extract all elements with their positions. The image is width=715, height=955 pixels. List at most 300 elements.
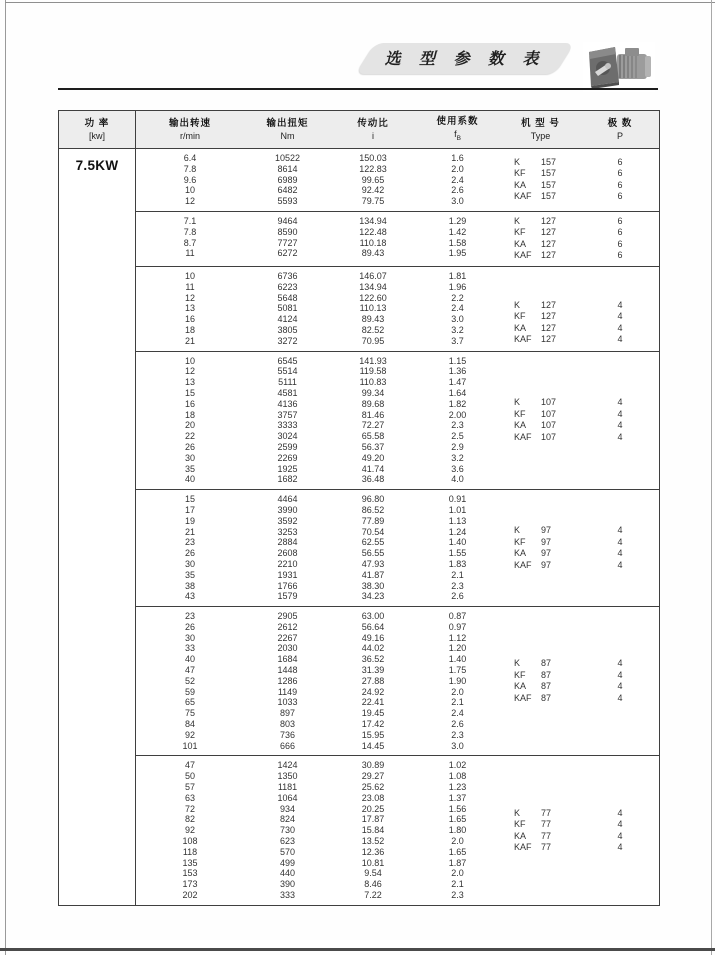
cell-value: 5648 xyxy=(277,292,298,303)
cell-value: 29.27 xyxy=(361,771,385,782)
cell-value: 3024 xyxy=(277,431,298,442)
type-prefix: KF xyxy=(514,536,526,547)
cell-value: 15 xyxy=(184,494,195,505)
data-block xyxy=(136,212,659,267)
cell-value: 5514 xyxy=(277,366,298,377)
type-size: 97 xyxy=(541,536,552,547)
cell-value: 99.65 xyxy=(361,174,385,185)
type-prefix: KA xyxy=(514,179,527,190)
cell-value: 730 xyxy=(279,825,296,836)
cell-value: 623 xyxy=(279,836,296,847)
power-group-cell xyxy=(59,149,136,905)
poles-value: 4 xyxy=(617,299,623,310)
cell-value: 86.52 xyxy=(361,504,385,515)
cell-value: 1.02 xyxy=(448,760,467,771)
type-prefix: KAF xyxy=(514,334,532,345)
type-prefix: KAF xyxy=(514,692,532,703)
type-label xyxy=(514,432,581,444)
col-header-speed xyxy=(136,111,244,148)
cell-value: 8.46 xyxy=(364,879,382,890)
cell-value: 12 xyxy=(184,292,195,303)
cell-value: 1.83 xyxy=(448,558,467,569)
cell-value: 23 xyxy=(184,537,195,548)
cell-value: 3.0 xyxy=(451,196,464,207)
cell-value: 11 xyxy=(185,248,195,259)
cell-value: 7.8 xyxy=(183,163,197,174)
cell-value: 19.45 xyxy=(361,708,385,719)
ratio-column xyxy=(331,611,415,751)
cell-value: 1.90 xyxy=(448,675,467,686)
poles-value: 4 xyxy=(617,842,623,853)
poles-value: 6 xyxy=(617,168,623,179)
cell-value: 1.55 xyxy=(448,548,467,559)
poles-value: 4 xyxy=(617,420,623,431)
factor-column xyxy=(415,216,500,262)
cell-value: 2.1 xyxy=(451,569,464,580)
cell-value: 13 xyxy=(184,377,195,388)
power-header-unit: [kw] xyxy=(88,130,105,141)
table-header-row xyxy=(59,111,659,149)
torque-column xyxy=(244,356,331,486)
type-size: 77 xyxy=(541,842,552,853)
type-label xyxy=(514,658,581,670)
data-block xyxy=(136,267,659,352)
type-size: 127 xyxy=(541,311,557,322)
poles-value: 4 xyxy=(617,548,623,559)
cell-value: 23.08 xyxy=(361,792,385,803)
cell-value: 333 xyxy=(279,890,296,901)
torque-column xyxy=(244,153,331,207)
cell-value: 47.93 xyxy=(361,558,385,569)
cell-value: 3805 xyxy=(277,324,298,335)
torque-column xyxy=(244,760,331,900)
cell-value: 21 xyxy=(184,335,195,346)
type-label xyxy=(514,842,581,854)
cell-value: 110.13 xyxy=(359,303,387,314)
type-label xyxy=(514,300,581,312)
cell-value: 30 xyxy=(184,632,195,643)
cell-value: 26 xyxy=(184,441,195,452)
speed-column xyxy=(136,356,244,486)
type-label xyxy=(514,157,581,169)
cell-value: 2210 xyxy=(277,558,298,569)
cell-value: 50 xyxy=(184,771,195,782)
cell-value: 26 xyxy=(184,621,195,632)
cell-value: 10522 xyxy=(274,153,301,163)
type-prefix: K xyxy=(514,807,521,818)
cell-value: 2.0 xyxy=(451,868,464,879)
type-label xyxy=(514,250,581,262)
cell-value: 14.45 xyxy=(361,740,385,751)
type-prefix: K xyxy=(514,215,521,226)
speed-column xyxy=(136,760,244,900)
col-header-power xyxy=(59,111,136,148)
speed-column xyxy=(136,271,244,347)
poles-value: 4 xyxy=(617,559,623,570)
cell-value: 72 xyxy=(184,803,195,814)
cell-value: 101 xyxy=(182,740,198,751)
type-prefix: KAF xyxy=(514,250,532,261)
cell-value: 27.88 xyxy=(361,675,385,686)
cell-value: 1.65 xyxy=(448,846,467,857)
type-label xyxy=(514,311,581,323)
selection-parameter-table xyxy=(58,110,660,906)
cell-value: 134.94 xyxy=(359,281,387,292)
cell-value: 63.00 xyxy=(361,611,385,622)
poles-value: 4 xyxy=(617,819,623,830)
cell-value: 2.00 xyxy=(448,409,467,420)
cell-value: 1925 xyxy=(277,463,298,474)
cell-value: 4.0 xyxy=(451,474,464,485)
cell-value: 10 xyxy=(184,355,195,366)
type-size: 157 xyxy=(541,168,557,179)
speed-column xyxy=(136,611,244,751)
cell-value: 34.23 xyxy=(361,591,385,602)
cell-value: 16 xyxy=(184,398,195,409)
cell-value: 2.4 xyxy=(451,303,464,314)
cell-value: 1.01 xyxy=(448,504,467,515)
cell-value: 70.95 xyxy=(361,335,385,346)
poles-value: 4 xyxy=(617,807,623,818)
type-prefix: KA xyxy=(514,830,527,841)
cell-value: 1931 xyxy=(277,569,298,580)
type-prefix: KF xyxy=(514,227,526,238)
type-prefix: KF xyxy=(514,669,526,680)
cell-value: 81.46 xyxy=(361,409,385,420)
type-size: 157 xyxy=(541,179,557,190)
ratio-column xyxy=(331,760,415,900)
cell-value: 122.48 xyxy=(359,226,387,237)
torque-column xyxy=(244,611,331,751)
poles-column xyxy=(581,271,659,347)
cell-value: 82.52 xyxy=(361,324,385,335)
torque-column xyxy=(244,216,331,262)
type-size: 157 xyxy=(541,156,557,167)
cell-value: 8590 xyxy=(277,226,298,237)
poles-value: 4 xyxy=(617,536,623,547)
cell-value: 11 xyxy=(185,281,195,292)
cell-value: 44.02 xyxy=(361,643,385,654)
type-size: 107 xyxy=(541,397,557,408)
cell-value: 122.83 xyxy=(359,163,387,174)
table-body xyxy=(59,149,659,905)
type-label xyxy=(514,560,581,572)
cell-value: 7.1 xyxy=(183,215,197,226)
type-label xyxy=(514,191,581,203)
type-size: 127 xyxy=(541,322,557,333)
poles-header-unit: P xyxy=(616,130,623,141)
cell-value: 119.58 xyxy=(359,366,387,377)
cell-value: 150.03 xyxy=(359,153,387,163)
type-header-label: 机 型 号 xyxy=(521,117,560,129)
cell-value: 15.95 xyxy=(361,729,385,740)
cell-value: 108 xyxy=(182,836,198,847)
cell-value: 2608 xyxy=(277,548,298,559)
cell-value: 1.20 xyxy=(448,643,467,654)
cell-value: 1.96 xyxy=(448,281,467,292)
poles-column xyxy=(581,216,659,262)
cell-value: 824 xyxy=(279,814,296,825)
col-header-ratio xyxy=(331,111,415,148)
cell-value: 15.84 xyxy=(361,825,385,836)
type-size: 127 xyxy=(541,250,557,261)
page-border-bottom xyxy=(0,948,715,951)
type-label xyxy=(514,180,581,192)
cell-value: 2.9 xyxy=(451,441,464,452)
cell-value: 202 xyxy=(182,890,198,901)
cell-value: 2.3 xyxy=(451,580,464,591)
cell-value: 15 xyxy=(184,387,195,398)
cell-value: 1.65 xyxy=(448,814,467,825)
poles-value: 4 xyxy=(617,525,623,536)
cell-value: 1.40 xyxy=(448,654,467,665)
cell-value: 1682 xyxy=(277,474,298,485)
cell-value: 2267 xyxy=(277,632,298,643)
cell-value: 57 xyxy=(184,782,195,793)
cell-value: 0.97 xyxy=(448,621,467,632)
cell-value: 803 xyxy=(279,719,296,730)
cell-value: 0.91 xyxy=(448,494,467,505)
cell-value: 1.80 xyxy=(448,825,467,836)
poles-value: 4 xyxy=(617,311,623,322)
cell-value: 1.47 xyxy=(448,377,467,388)
type-prefix: KF xyxy=(514,408,526,419)
factor-header-unit: $f_B$ xyxy=(454,128,461,142)
cell-value: 1.75 xyxy=(448,665,467,676)
col-header-torque xyxy=(244,111,331,148)
type-label xyxy=(514,239,581,251)
cell-value: 1.36 xyxy=(448,366,467,377)
cell-value: 1149 xyxy=(277,686,298,697)
type-size: 87 xyxy=(541,658,552,669)
cell-value: 4136 xyxy=(277,398,298,409)
cell-value: 17.42 xyxy=(361,719,385,730)
cell-value: 9.54 xyxy=(364,868,382,879)
type-size: 77 xyxy=(541,819,552,830)
cell-value: 934 xyxy=(279,803,296,814)
cell-value: 897 xyxy=(279,708,296,719)
cell-value: 2.0 xyxy=(451,686,464,697)
cell-value: 2599 xyxy=(277,441,298,452)
type-label xyxy=(514,420,581,432)
speed-header-label: 输出转速 xyxy=(168,117,211,129)
speed-column xyxy=(136,153,244,207)
poles-value: 6 xyxy=(617,238,623,249)
cell-value: 2030 xyxy=(277,643,298,654)
poles-value: 4 xyxy=(617,408,623,419)
cell-value: 2.3 xyxy=(451,729,464,740)
cell-value: 96.80 xyxy=(361,494,385,505)
cell-value: 2.6 xyxy=(451,185,464,196)
cell-value: 89.68 xyxy=(361,398,385,409)
type-prefix: K xyxy=(514,299,521,310)
type-size: 127 xyxy=(541,299,557,310)
type-label xyxy=(514,808,581,820)
type-column xyxy=(500,494,581,602)
cell-value: 2.0 xyxy=(451,163,464,174)
poles-value: 6 xyxy=(617,250,623,261)
cell-value: 70.54 xyxy=(361,526,385,537)
poles-value: 4 xyxy=(617,431,623,442)
cell-value: 49.20 xyxy=(361,452,385,463)
type-column xyxy=(500,760,581,900)
factor-column xyxy=(415,494,500,602)
cell-value: 72.27 xyxy=(361,420,385,431)
torque-header-label: 输出扭矩 xyxy=(266,117,309,129)
data-block xyxy=(136,756,659,904)
cell-value: 20 xyxy=(184,420,195,431)
torque-column xyxy=(244,271,331,347)
cell-value: 1.82 xyxy=(448,398,467,409)
cell-value: 3272 xyxy=(277,335,298,346)
cell-value: 4581 xyxy=(277,387,298,398)
poles-value: 6 xyxy=(617,156,623,167)
cell-value: 2.3 xyxy=(451,420,464,431)
cell-value: 1.6 xyxy=(451,153,464,163)
cell-value: 1.13 xyxy=(448,515,467,526)
type-size: 87 xyxy=(541,669,552,680)
type-size: 107 xyxy=(541,408,557,419)
cell-value: 135 xyxy=(182,857,198,868)
col-header-service-factor xyxy=(415,111,500,148)
type-size: 107 xyxy=(541,431,557,442)
type-size: 97 xyxy=(541,559,552,570)
factor-column xyxy=(415,356,500,486)
cell-value: 92.42 xyxy=(361,185,385,196)
cell-value: 2.6 xyxy=(451,719,464,730)
cell-value: 10 xyxy=(184,185,195,196)
cell-value: 2.2 xyxy=(451,292,464,303)
cell-value: 1033 xyxy=(277,697,298,708)
cell-value: 1.29 xyxy=(448,215,467,226)
factor-column xyxy=(415,271,500,347)
type-size: 77 xyxy=(541,830,552,841)
cell-value: 1448 xyxy=(277,665,298,676)
cell-value: 1.81 xyxy=(448,270,467,281)
cell-value: 4124 xyxy=(277,314,298,325)
power-value: 7.5KW xyxy=(75,158,119,173)
type-label xyxy=(514,537,581,549)
cell-value: 134.94 xyxy=(359,215,387,226)
cell-value: 3757 xyxy=(277,409,298,420)
cell-value: 17.87 xyxy=(361,814,385,825)
cell-value: 6482 xyxy=(277,185,298,196)
cell-value: 2612 xyxy=(277,621,298,632)
cell-value: 2.0 xyxy=(451,836,464,847)
cell-value: 62.55 xyxy=(361,537,385,548)
cell-value: 6989 xyxy=(277,174,298,185)
type-size: 87 xyxy=(541,692,552,703)
cell-value: 56.37 xyxy=(361,441,385,452)
cell-value: 10 xyxy=(184,270,195,281)
cell-value: 22 xyxy=(184,431,195,442)
data-block xyxy=(136,607,659,756)
cell-value: 6.4 xyxy=(183,153,197,163)
cell-value: 41.87 xyxy=(361,569,385,580)
cell-value: 1.42 xyxy=(448,226,467,237)
type-size: 127 xyxy=(541,215,557,226)
cell-value: 92 xyxy=(184,825,195,836)
cell-value: 56.55 xyxy=(361,548,385,559)
col-header-type xyxy=(500,111,581,148)
cell-value: 5081 xyxy=(277,303,298,314)
cell-value: 146.07 xyxy=(359,270,387,281)
cell-value: 84 xyxy=(184,719,195,730)
type-prefix: KF xyxy=(514,311,526,322)
cell-value: 31.39 xyxy=(361,665,385,676)
cell-value: 23 xyxy=(184,611,195,622)
cell-value: 79.75 xyxy=(361,196,385,207)
cell-value: 75 xyxy=(184,708,195,719)
cell-value: 3.2 xyxy=(451,452,464,463)
cell-value: 499 xyxy=(279,857,296,868)
cell-value: 1766 xyxy=(277,580,298,591)
cell-value: 7727 xyxy=(277,237,298,248)
type-label xyxy=(514,168,581,180)
cell-value: 153 xyxy=(182,868,198,879)
cell-value: 22.41 xyxy=(361,697,385,708)
poles-value: 6 xyxy=(617,191,623,202)
ratio-column xyxy=(331,216,415,262)
ratio-header-label: 传动比 xyxy=(357,117,389,129)
cell-value: 1.58 xyxy=(448,237,467,248)
cell-value: 0.87 xyxy=(448,611,467,622)
poles-value: 4 xyxy=(617,322,623,333)
power-header-label: 功 率 xyxy=(84,117,110,129)
cell-value: 9464 xyxy=(277,215,298,226)
type-prefix: KA xyxy=(514,548,527,559)
data-block xyxy=(136,352,659,491)
cell-value: 12 xyxy=(184,196,195,207)
cell-value: 10.81 xyxy=(361,857,385,868)
type-label xyxy=(514,227,581,239)
cell-value: 1.40 xyxy=(448,537,467,548)
cell-value: 2884 xyxy=(277,537,298,548)
ratio-header-unit: i xyxy=(372,130,374,141)
cell-value: 26 xyxy=(184,548,195,559)
cell-value: 570 xyxy=(279,846,296,857)
type-label xyxy=(514,409,581,421)
poles-value: 6 xyxy=(617,215,623,226)
cell-value: 122.60 xyxy=(359,292,387,303)
cell-value: 36.52 xyxy=(361,654,385,665)
cell-value: 13 xyxy=(184,303,195,314)
cell-value: 12.36 xyxy=(361,846,385,857)
cell-value: 6545 xyxy=(277,355,298,366)
cell-value: 19 xyxy=(184,515,195,526)
page-title: 选 型 参 数 表 xyxy=(384,51,546,68)
type-prefix: KA xyxy=(514,681,527,692)
cell-value: 3.0 xyxy=(451,740,464,751)
cell-value: 99.34 xyxy=(361,387,385,398)
type-prefix: KA xyxy=(514,322,527,333)
type-label xyxy=(514,548,581,560)
poles-column xyxy=(581,611,659,751)
cell-value: 6223 xyxy=(277,281,298,292)
cell-value: 16 xyxy=(184,314,195,325)
type-prefix: KAF xyxy=(514,191,532,202)
cell-value: 77.89 xyxy=(361,515,385,526)
poles-value: 4 xyxy=(617,681,623,692)
cell-value: 92 xyxy=(184,729,195,740)
cell-value: 2905 xyxy=(277,611,298,622)
factor-column xyxy=(415,760,500,900)
cell-value: 89.43 xyxy=(361,248,385,259)
cell-value: 141.93 xyxy=(359,355,387,366)
poles-column xyxy=(581,494,659,602)
cell-value: 35 xyxy=(184,569,195,580)
factor-column xyxy=(415,611,500,751)
